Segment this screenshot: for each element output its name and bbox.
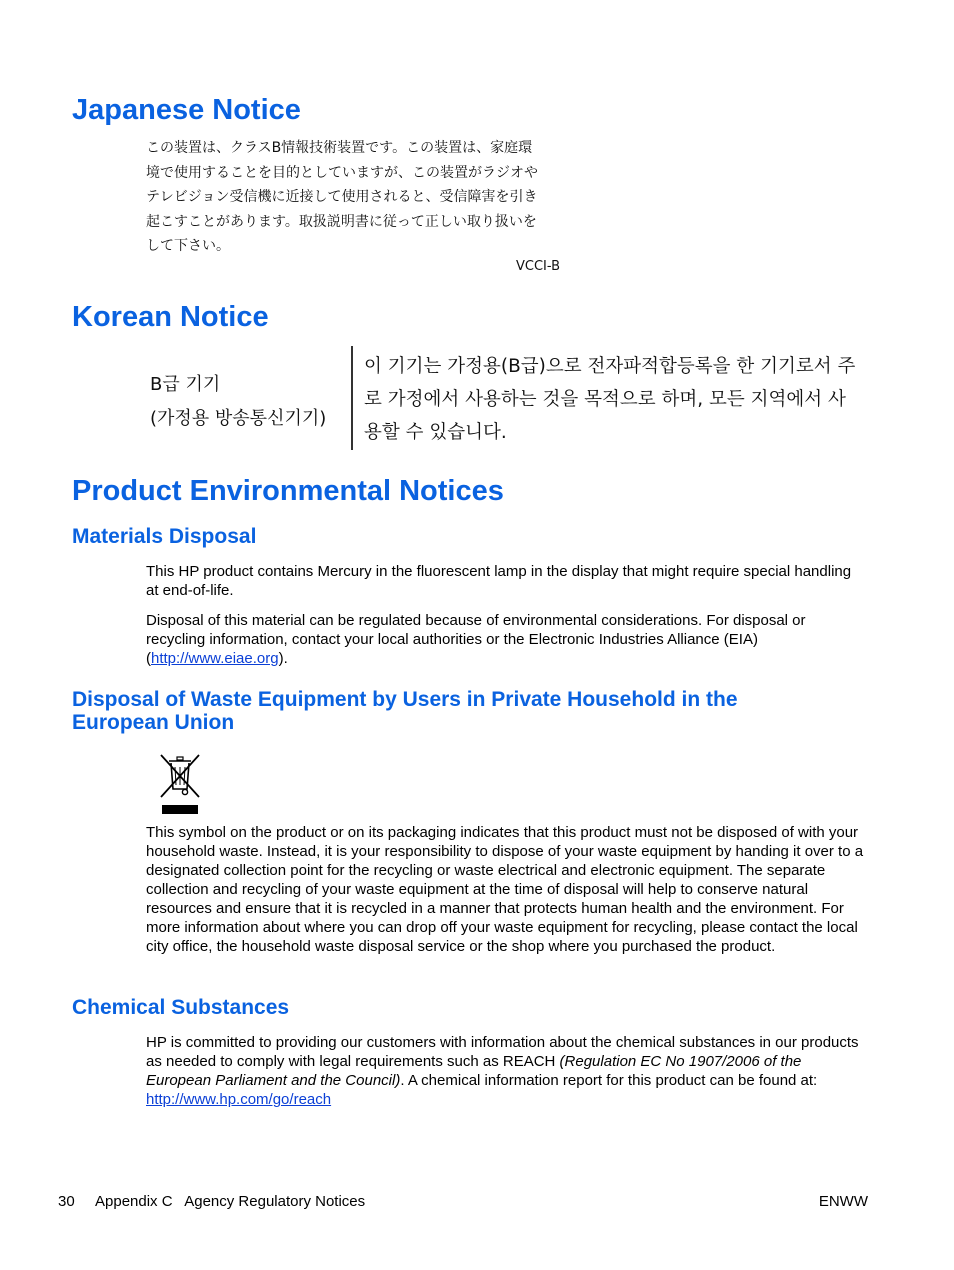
- waste-heading-line-2: European Union: [72, 711, 235, 734]
- japanese-line: テレビジョン受信機に近接して使用されると、受信障害を引き: [146, 189, 538, 205]
- materials-p2-end: ).: [278, 650, 288, 667]
- waste-heading-line-1: Disposal of Waste Equipment by Users in Private Household in the: [72, 688, 738, 711]
- korean-line: 이 기기는 가정용(B급)으로 전자파적합등록을 한 기기로서 주: [364, 356, 856, 377]
- chemical-text-2: . A chemical information report for this product can be found at:: [400, 1072, 818, 1089]
- vcci-code: VCCI-B: [515, 259, 560, 274]
- hp-reach-link[interactable]: http://www.hp.com/go/reach: [146, 1091, 332, 1108]
- japanese-notice-heading: Japanese Notice: [72, 94, 301, 126]
- page-footer: [58, 1193, 868, 1213]
- korean-notice-heading: Korean Notice: [72, 301, 269, 333]
- waste-disposal-paragraph: This symbol on the product or on its packaging indicates that this product must not be disposed of with your household waste. Instead, it is your responsibility to dispose of your waste equipment by handing it over to a designated collection point for the recycling or waste electrical and electronic equipment. The separate collection and recycling of your waste equipment at the time of disposal will help to conserve natural resources and ensure that it is recycled in a manner that protects human health and the environment. For more information about where you can drop off your waste equipment for recycling, please contact the local city office, the household waste disposal service or the shop where you purchased the product.: [146, 824, 864, 955]
- environmental-notices-heading: Product Environmental Notices: [72, 475, 504, 507]
- eiae-link[interactable]: http://www.eiae.org: [151, 650, 279, 667]
- korean-notice-block: [146, 346, 902, 450]
- korean-line: 로 가정에서 사용하는 것을 목적으로 하며, 모든 지역에서 사: [364, 389, 846, 410]
- footer-code: ENWW: [818, 1193, 868, 1210]
- footer-title: Appendix C Agency Regulatory Notices: [95, 1193, 366, 1210]
- korean-line: 용할 수 있습니다.: [364, 422, 507, 443]
- japanese-line: 境で使用することを目的としていますが、この装置がラジオや: [146, 164, 538, 181]
- chemical-text: HP is committed to providing our customers with information about the chemical substances in our products as needed to comply with legal requirements such as REACH: [146, 1034, 859, 1070]
- materials-disposal-heading: Materials Disposal: [72, 525, 257, 548]
- materials-paragraph-1: This HP product contains Mercury in the fluorescent lamp in the display that might require special handling at end-of-life.: [146, 563, 852, 599]
- reach-regulation-text: (Regulation EC No 1907/2006 of the European Parliament and the Council): [146, 1053, 802, 1089]
- materials-p2-text: Disposal of this material can be regulated because of environmental considerations. For disposal or recycling information, contact your local authorities or the Electronic Industries Alliance (EIA) (: [146, 612, 806, 667]
- japanese-notice-text: [146, 136, 562, 259]
- korean-divider: [351, 346, 353, 450]
- korean-class-label: [146, 346, 346, 450]
- chemical-substances-heading: Chemical Substances: [72, 996, 290, 1019]
- page-number: 30: [58, 1193, 75, 1210]
- japanese-line: して下さい。: [146, 238, 230, 254]
- chemical-paragraph: [146, 1033, 866, 1109]
- waste-disposal-heading: [72, 688, 738, 734]
- japanese-line: この装置は、クラスB情報技術装置です。この装置は、家庭環: [146, 140, 533, 156]
- korean-class-title: B급 기기: [150, 374, 221, 395]
- korean-notice-text: [364, 350, 900, 449]
- japanese-line: 起こすことがあります。取扱説明書に従って正しい取り扱いを: [146, 213, 537, 230]
- korean-class-subtitle: (가정용 방송통신기기): [150, 408, 327, 429]
- crossed-out-wheelie-bin-icon: [158, 752, 202, 816]
- materials-paragraph-2: [146, 611, 866, 668]
